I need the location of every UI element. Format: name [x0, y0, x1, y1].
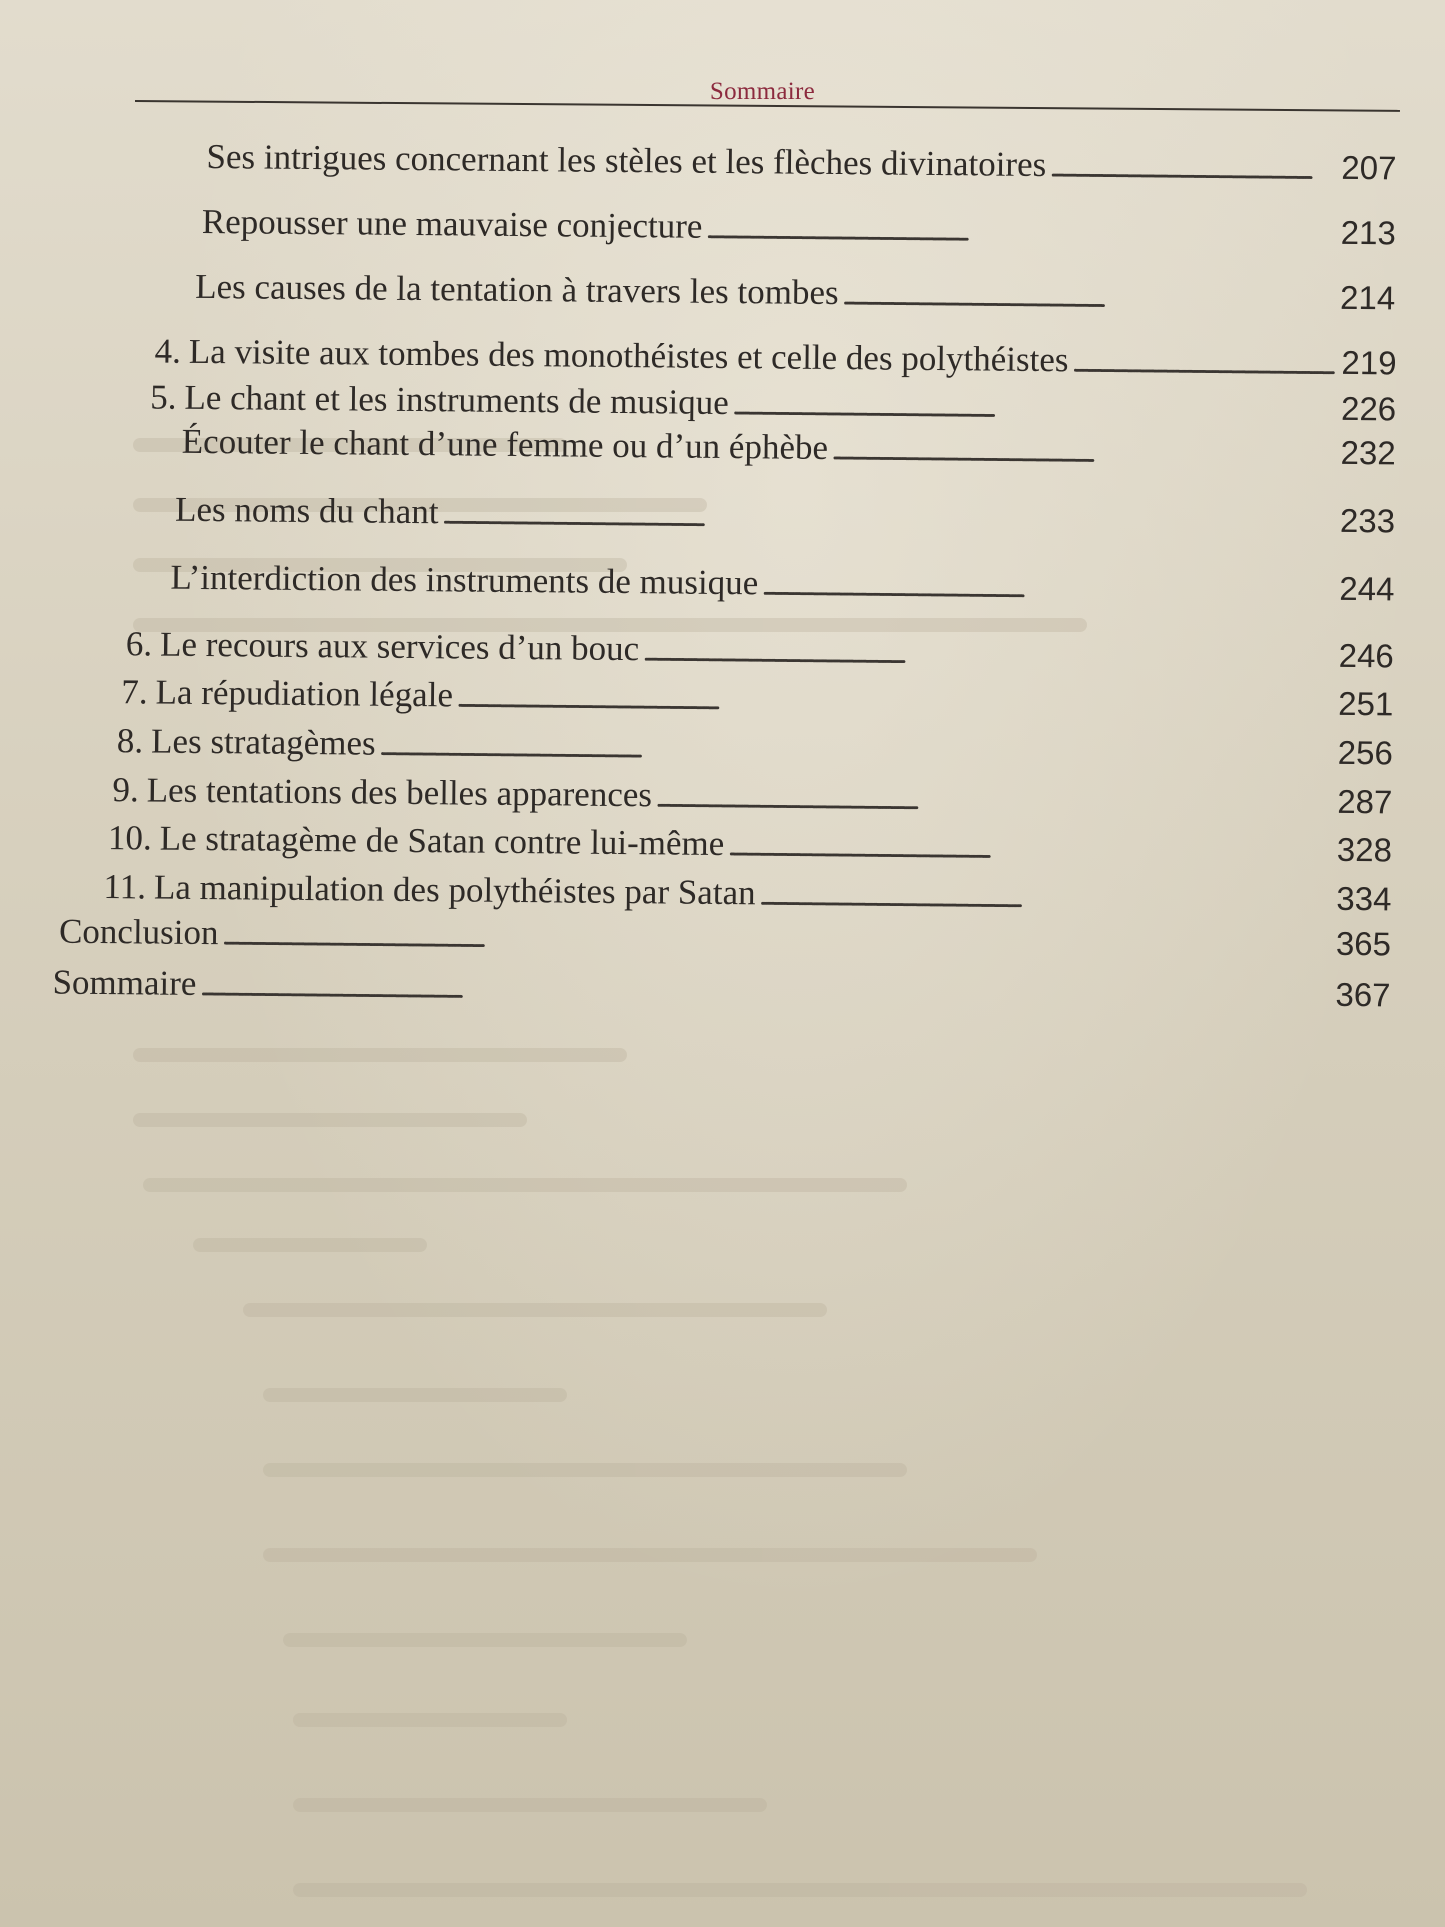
- toc-entry[interactable]: [126, 626, 1394, 673]
- toc-entry-label: Les causes de la tentation à travers les tombes: [195, 266, 839, 313]
- toc-entry-page: 214: [1339, 278, 1396, 317]
- toc-entry-page: 367: [1335, 975, 1391, 1014]
- running-header-title: Sommaire: [709, 78, 816, 105]
- toc-entry-page: 246: [1338, 636, 1394, 675]
- toc-entry[interactable]: [103, 869, 1391, 916]
- dot-leader: [1072, 352, 1337, 379]
- toc-entry-page: 213: [1340, 213, 1397, 252]
- toc-entry[interactable]: [154, 331, 1397, 382]
- toc-entry-page: 232: [1340, 433, 1396, 472]
- toc-entry-page: 244: [1339, 569, 1395, 608]
- toc-entry[interactable]: [195, 266, 1396, 317]
- toc-entry[interactable]: [181, 421, 1396, 472]
- toc-entry-number: 5.: [150, 377, 177, 417]
- toc-entry-number: 6.: [125, 624, 153, 664]
- toc-entry-page: 219: [1341, 343, 1397, 382]
- toc-entry-page: 226: [1340, 389, 1397, 428]
- dot-leader: [832, 440, 1337, 469]
- toc-entry[interactable]: [201, 201, 1397, 252]
- toc-entry-page: 233: [1339, 501, 1396, 540]
- dot-leader: [759, 885, 1332, 914]
- dot-leader: [442, 504, 1336, 537]
- dot-leader: [1050, 157, 1337, 184]
- toc-entry-number: 11.: [103, 867, 147, 907]
- toc-entry-label: L’interdiction des instruments de musique: [170, 557, 759, 603]
- toc-entry-label: Écouter le chant d’une femme ou d’un éphèbe: [181, 421, 829, 467]
- toc-entry-number: 10.: [107, 818, 152, 858]
- toc-entry-number: 8.: [116, 721, 144, 761]
- toc-entry-number: 7.: [121, 672, 148, 712]
- toc-entry[interactable]: [170, 557, 1395, 608]
- dot-leader: [706, 219, 1337, 249]
- dot-leader: [762, 575, 1335, 605]
- toc-entry[interactable]: [150, 379, 1396, 426]
- toc-entry[interactable]: [108, 820, 1392, 867]
- toc-entry-page: 334: [1336, 879, 1392, 918]
- toc-entry-label: Les stratagèmes: [150, 721, 376, 763]
- toc-entry-page: 365: [1335, 924, 1392, 963]
- dot-leader: [842, 285, 1336, 314]
- toc-entry-page: 256: [1337, 733, 1394, 772]
- toc-entry-label: Les tentations des belles apparences: [146, 770, 653, 815]
- dot-leader: [733, 395, 1338, 425]
- toc-entry-label: Les noms du chant: [174, 489, 439, 532]
- toc-entry[interactable]: [52, 962, 1391, 1014]
- toc-entry-label: Ses intrigues concernant les stèles et les flèches divinatoires: [206, 136, 1047, 185]
- toc-entry[interactable]: [174, 489, 1396, 540]
- dot-leader: [457, 687, 1335, 719]
- toc-entry-label: Sommaire: [52, 962, 197, 1003]
- toc-entry-page: 328: [1336, 830, 1393, 869]
- toc-entry[interactable]: [112, 772, 1392, 819]
- toc-entry-page: 287: [1337, 782, 1393, 821]
- toc-entry-label: Conclusion: [58, 911, 219, 953]
- toc-entry[interactable]: [206, 136, 1397, 187]
- toc-entry-number: 9.: [112, 770, 139, 810]
- toc-entry-page: 207: [1341, 148, 1397, 187]
- toc-entry-label: La répudiation légale: [155, 672, 454, 715]
- toc-entry-label: Repousser une mauvaise conjecture: [201, 201, 703, 246]
- dot-leader: [728, 836, 1333, 866]
- toc-entry[interactable]: [58, 911, 1392, 963]
- dot-leader: [656, 787, 1334, 818]
- toc-entry-label: Le chant et les instruments de musique: [184, 377, 729, 423]
- toc-entry[interactable]: [121, 674, 1393, 721]
- toc-entry-label: La manipulation des polythéistes par Satan: [153, 867, 756, 913]
- toc-entry-label: Le recours aux services d’un bouc: [159, 624, 640, 669]
- dot-leader: [222, 925, 1332, 960]
- toc-entry-label: La visite aux tombes des monothéistes et celle des polythéistes: [188, 331, 1069, 380]
- dot-leader: [379, 736, 1333, 769]
- dot-leader: [200, 976, 1331, 1011]
- toc-entry-label: Le stratagème de Satan contre lui-même: [159, 818, 725, 863]
- dot-leader: [643, 641, 1335, 672]
- toc-entry-page: 251: [1338, 684, 1394, 723]
- toc-entry-number: 4.: [154, 331, 182, 371]
- toc-entry[interactable]: [117, 723, 1393, 770]
